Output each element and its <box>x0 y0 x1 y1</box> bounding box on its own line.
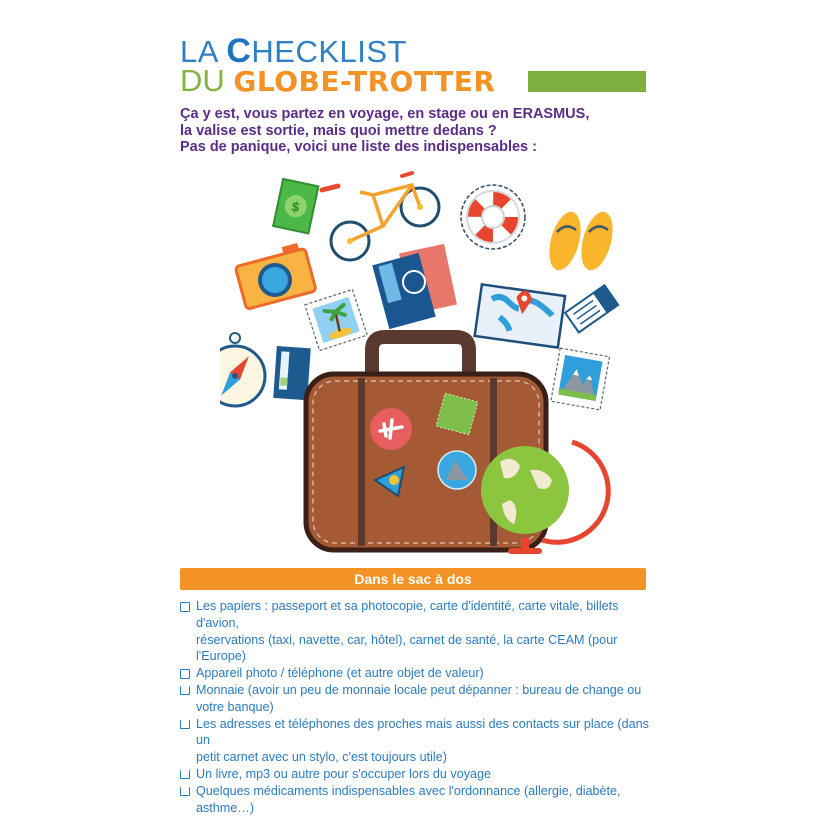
title2-bold: GLOBE-TROTTER <box>233 65 496 98</box>
checklist-item[interactable] <box>180 682 650 716</box>
plane-ticket-icon <box>565 285 618 332</box>
item-text: petit carnet avec un stylo, c'est toujours utile) <box>196 750 447 765</box>
item-text: Quelques médicaments indispensables avec l'ordonnance (allergie, diabète, <box>196 783 621 798</box>
bicycle-icon <box>322 173 439 260</box>
checkbox[interactable] <box>180 602 190 612</box>
title2-prefix: DU <box>180 63 234 98</box>
checkbox[interactable] <box>180 669 190 679</box>
title-prefix: LA <box>180 34 227 69</box>
photo-palm-icon <box>305 289 367 350</box>
title-rest: HECKLIST <box>251 34 407 69</box>
camera-icon <box>233 241 316 309</box>
checklist-item[interactable] <box>180 598 650 665</box>
checklist <box>180 598 650 816</box>
checklist-item[interactable] <box>180 783 650 816</box>
item-text: Les adresses et téléphones des proches mais aussi des contacts sur place (dans un <box>196 716 649 748</box>
intro-line: la valise est sortie, mais quoi mettre dedans ? <box>180 122 497 139</box>
money-icon <box>273 179 318 233</box>
compass-icon <box>220 333 265 406</box>
travel-illustration <box>220 170 650 560</box>
checklist-item[interactable] <box>180 766 650 783</box>
checkbox[interactable] <box>180 686 190 695</box>
checklist-item[interactable] <box>180 665 650 682</box>
item-text: Monnaie (avoir un peu de monnaie locale peut dépanner : bureau de change ou <box>196 682 642 697</box>
item-text: asthme…) <box>196 800 255 815</box>
item-text: votre banque) <box>196 699 274 714</box>
item-text: Un livre, mp3 ou autre pour s'occuper lors du voyage <box>196 766 492 781</box>
item-text: Appareil photo / téléphone (et autre objet de valeur) <box>196 666 484 681</box>
lifebuoy-icon <box>461 185 525 249</box>
green-accent-bar <box>528 71 646 92</box>
checkbox[interactable] <box>180 770 190 779</box>
checkbox[interactable] <box>180 720 190 729</box>
map-icon <box>475 284 565 347</box>
intro-line: Pas de panique, voici une liste des indispensables : <box>180 139 537 155</box>
passport-icon <box>372 244 457 329</box>
title-cap: C <box>226 32 252 70</box>
checkbox[interactable] <box>180 787 190 796</box>
intro-line: Ça y est, vous partez en voyage, en stage ou en ERASMUS, <box>180 106 590 122</box>
photo-mountain-icon <box>551 348 610 410</box>
section-header: Dans le sac à dos <box>180 568 646 590</box>
item-text: réservations (taxi, navette, car, hôtel), carnet de santé, la carte CEAM (pour l'Europe) <box>196 632 618 664</box>
svg-text:$: $ <box>289 199 302 216</box>
flip-flops-icon <box>544 208 619 273</box>
page-title-line2 <box>180 63 496 99</box>
item-text: Les papiers : passeport et sa photocopie, carte d'identité, carte vitale, billets d'avion, <box>196 599 619 630</box>
checklist-item[interactable] <box>180 716 650 766</box>
intro-text <box>180 106 640 156</box>
